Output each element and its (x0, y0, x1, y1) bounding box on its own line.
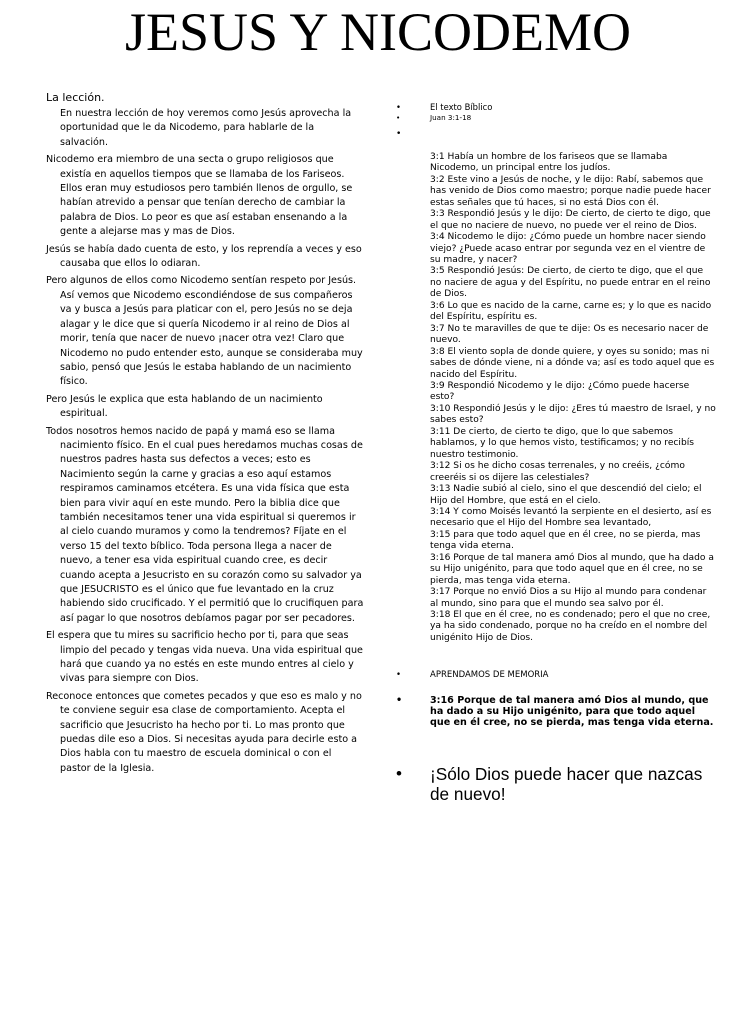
lesson-paragraph: Pero Jesús le explica que esta hablando de un nacimiento espiritual. (46, 393, 323, 420)
bible-column (396, 102, 716, 804)
bullet-icon: • (396, 102, 401, 112)
bible-list (396, 102, 716, 804)
list-item (396, 129, 716, 644)
bullet-icon: • (396, 670, 402, 681)
list-item (396, 102, 716, 113)
lesson-paragraph: Todos nosotros hemos nacido de papá y mamá eso se llama nacimiento físico. En el cual pues heredamos muchas cosas de nuestros padres hasta sus defectos a veces; esto es Nacimiento según la carne y gracias a eso aquí estamos respiramos caminamos etcétera. Es una vida física que esta bien para vivir aquí en este mundo. Pero la biblia dice que también necesitamos tener una vida espiritual si queremos ir al cielo cuando muramos y como la tendremos? Fíjate en el verso 15 del texto bíblico. Toda persona llega a nacer de nuevo, a tener esa vida espiritual cuando cree, es decir cuando acepta a Jesucristo en su corazón como su salvador ya que JESUCRISTO es el único que fue levantado en la cruz habiendo sido crucificado. Y el permitió que lo crucifiquen para así pagar lo que nosotros debíamos pagar por ser pecadores. (46, 425, 364, 624)
lesson-paragraph: Pero algunos de ellos como Nicodemo sentían respeto por Jesús. Así vemos que Nicodemo escondiéndose de sus compañeros va y busca a Jesús para platicar con el, pero Jesús no se deja alagar y le dice que si quería Nicodemo ir al reino de Dios al morir, tenía que nacer de nuevo ¡nacer otra vez! Claro que Nicodemo no pudo entender esto, aunque se consideraba muy sabio, pensó que Jesús le estaba hablando de un nacimiento físico. (46, 275, 363, 388)
bullet-icon: • (396, 764, 402, 784)
memory-verse: 3:16 Porque de tal manera amó Dios al mundo, que ha dado a su Hijo unigénito, para que todo aquel que en él cree, no se pierda, mas tenga vida eterna. (430, 695, 714, 729)
list-item (396, 764, 716, 804)
bullet-icon: • (396, 113, 401, 122)
lesson-paragraph: En nuestra lección de hoy veremos como Jesús aprovecha la oportunidad que le da Nicodemo, para hablarle de la salvación. (60, 108, 352, 148)
lesson-paragraph: Jesús se había dado cuenta de esto, y los reprendía a veces y eso causaba que ellos lo odiaran. (46, 243, 362, 270)
bullet-icon: • (396, 695, 403, 707)
page-title: JESUS Y NICODEMO (124, 2, 632, 62)
bible-verses: 3:1 Había un hombre de los fariseos que se llamaba Nicodemo, un principal entre los judíos. 3:2 Este vino a Jesús de noche, y le dijo: Rabí, sabemos que has venido de Dios como maestro; porque nadie puede hacer estas señales que tú haces, si no está Dios con él. 3:3 Respondió Jesús y le dijo: De cierto, de cierto te digo, que el que no naciere de nuevo, no puede ver el reino de Dios. 3:4 Nicodemo le dijo: ¿Cómo puede un hombre nacer siendo viejo? ¿Puede acaso entrar por segunda vez en el vientre de su madre, y nacer? 3:5 Respondió Jesús: De cierto, de cierto te digo, que el que no naciere de agua y del Espíritu, no puede entrar en el reino de Dios. 3:6 Lo que es nacido de la carne, carne es; y lo que es nacido del Espíritu, espíritu es. 3:7 No te maravilles de que te dije: Os es necesario nacer de nuevo. 3:8 El viento sopla de donde quiere, y oyes su sonido; mas ni sabes de dónde viene, ni a dónde va; así es todo aquel que es nacido del Espíritu. 3:9 Respondió Nicodemo y le dijo: ¿Cómo puede hacerse esto? 3:10 Respondió Jesús y le dijo: ¿Eres tú maestro de Israel, y no sabes esto? 3:11 De cierto, de cierto te digo, que lo que sabemos hablamos, y lo que hemos visto, testificamos; y no recibís nuestro testimonio. 3:12 Si os he dicho cosas terrenales, y no creéis, ¿cómo creeréis si os dijere las celestiales? 3:13 Nadie subió al cielo, sino el que descendió del cielo; el Hijo del Hombre, que está en el cielo. 3:14 Y como Moisés levantó la serpiente en el desierto, así es necesario que el Hijo del Hombre sea levantado, 3:15 para que todo aquel que en él cree, no se pierda, mas tenga vida eterna. 3:16 Porque de tal manera amó Dios al mundo, que ha dado a su Hijo unigénito, para que todo aquel que en él cree, no se pierda, mas tenga vida eterna. 3:17 Porque no envió Dios a su Hijo al mundo para condenar al mundo, sino para que el mundo sea salvo por él. 3:18 El que en él cree, no es condenado; pero el que no cree, ya ha sido condenado, porque no ha creído en el nombre del unigénito Hijo de Dios. (430, 151, 716, 643)
list-item (396, 113, 716, 123)
lesson-paragraph: Nicodemo era miembro de una secta o grupo religiosos que existía en aquellos tiempos que se llamaba de los Fariseos. Ellos eran muy estudiosos pero también llenos de orgullo, se habían atrevido a pensar que tenían derecho de cambiar la palabra de Dios. Lo peor es que así estaban ensenando a la gente a alejarse mas y mas de Dios. (46, 154, 353, 238)
bible-text-label: El texto Bíblico (430, 102, 493, 112)
memorize-label: APRENDAMOS DE MEMORIA (430, 670, 549, 681)
list-item (396, 670, 716, 681)
lesson-paragraph: Reconoce entonces que cometes pecados y que eso es malo y no te conviene seguir esa clase de comportamiento. Acepta el sacrificio que Jesucristo ha hecho por ti. Lo mas pronto que puedas dile eso a Dios. Si necesitas ayuda para decirle esto a Dios habla con tu maestro de escuela dominical o con el pastor de la Iglesia. (46, 690, 362, 774)
bible-reference: Juan 3:1-18 (430, 113, 472, 122)
list-item (396, 695, 716, 728)
lesson-heading: La lección. (46, 91, 105, 104)
bullet-icon: • (396, 129, 402, 139)
lesson-paragraph: El espera que tu mires su sacrificio hecho por ti, para que seas limpio del pecado y tengas vida nueva. Una vida espiritual que hará que cuando ya no estés en este mundo entres al cielo y vivas para siempre con Dios. (46, 630, 363, 685)
lesson-column (46, 90, 364, 779)
closing-statement: ¡Sólo Dios puede hacer que nazcas de nuevo! (430, 764, 703, 805)
